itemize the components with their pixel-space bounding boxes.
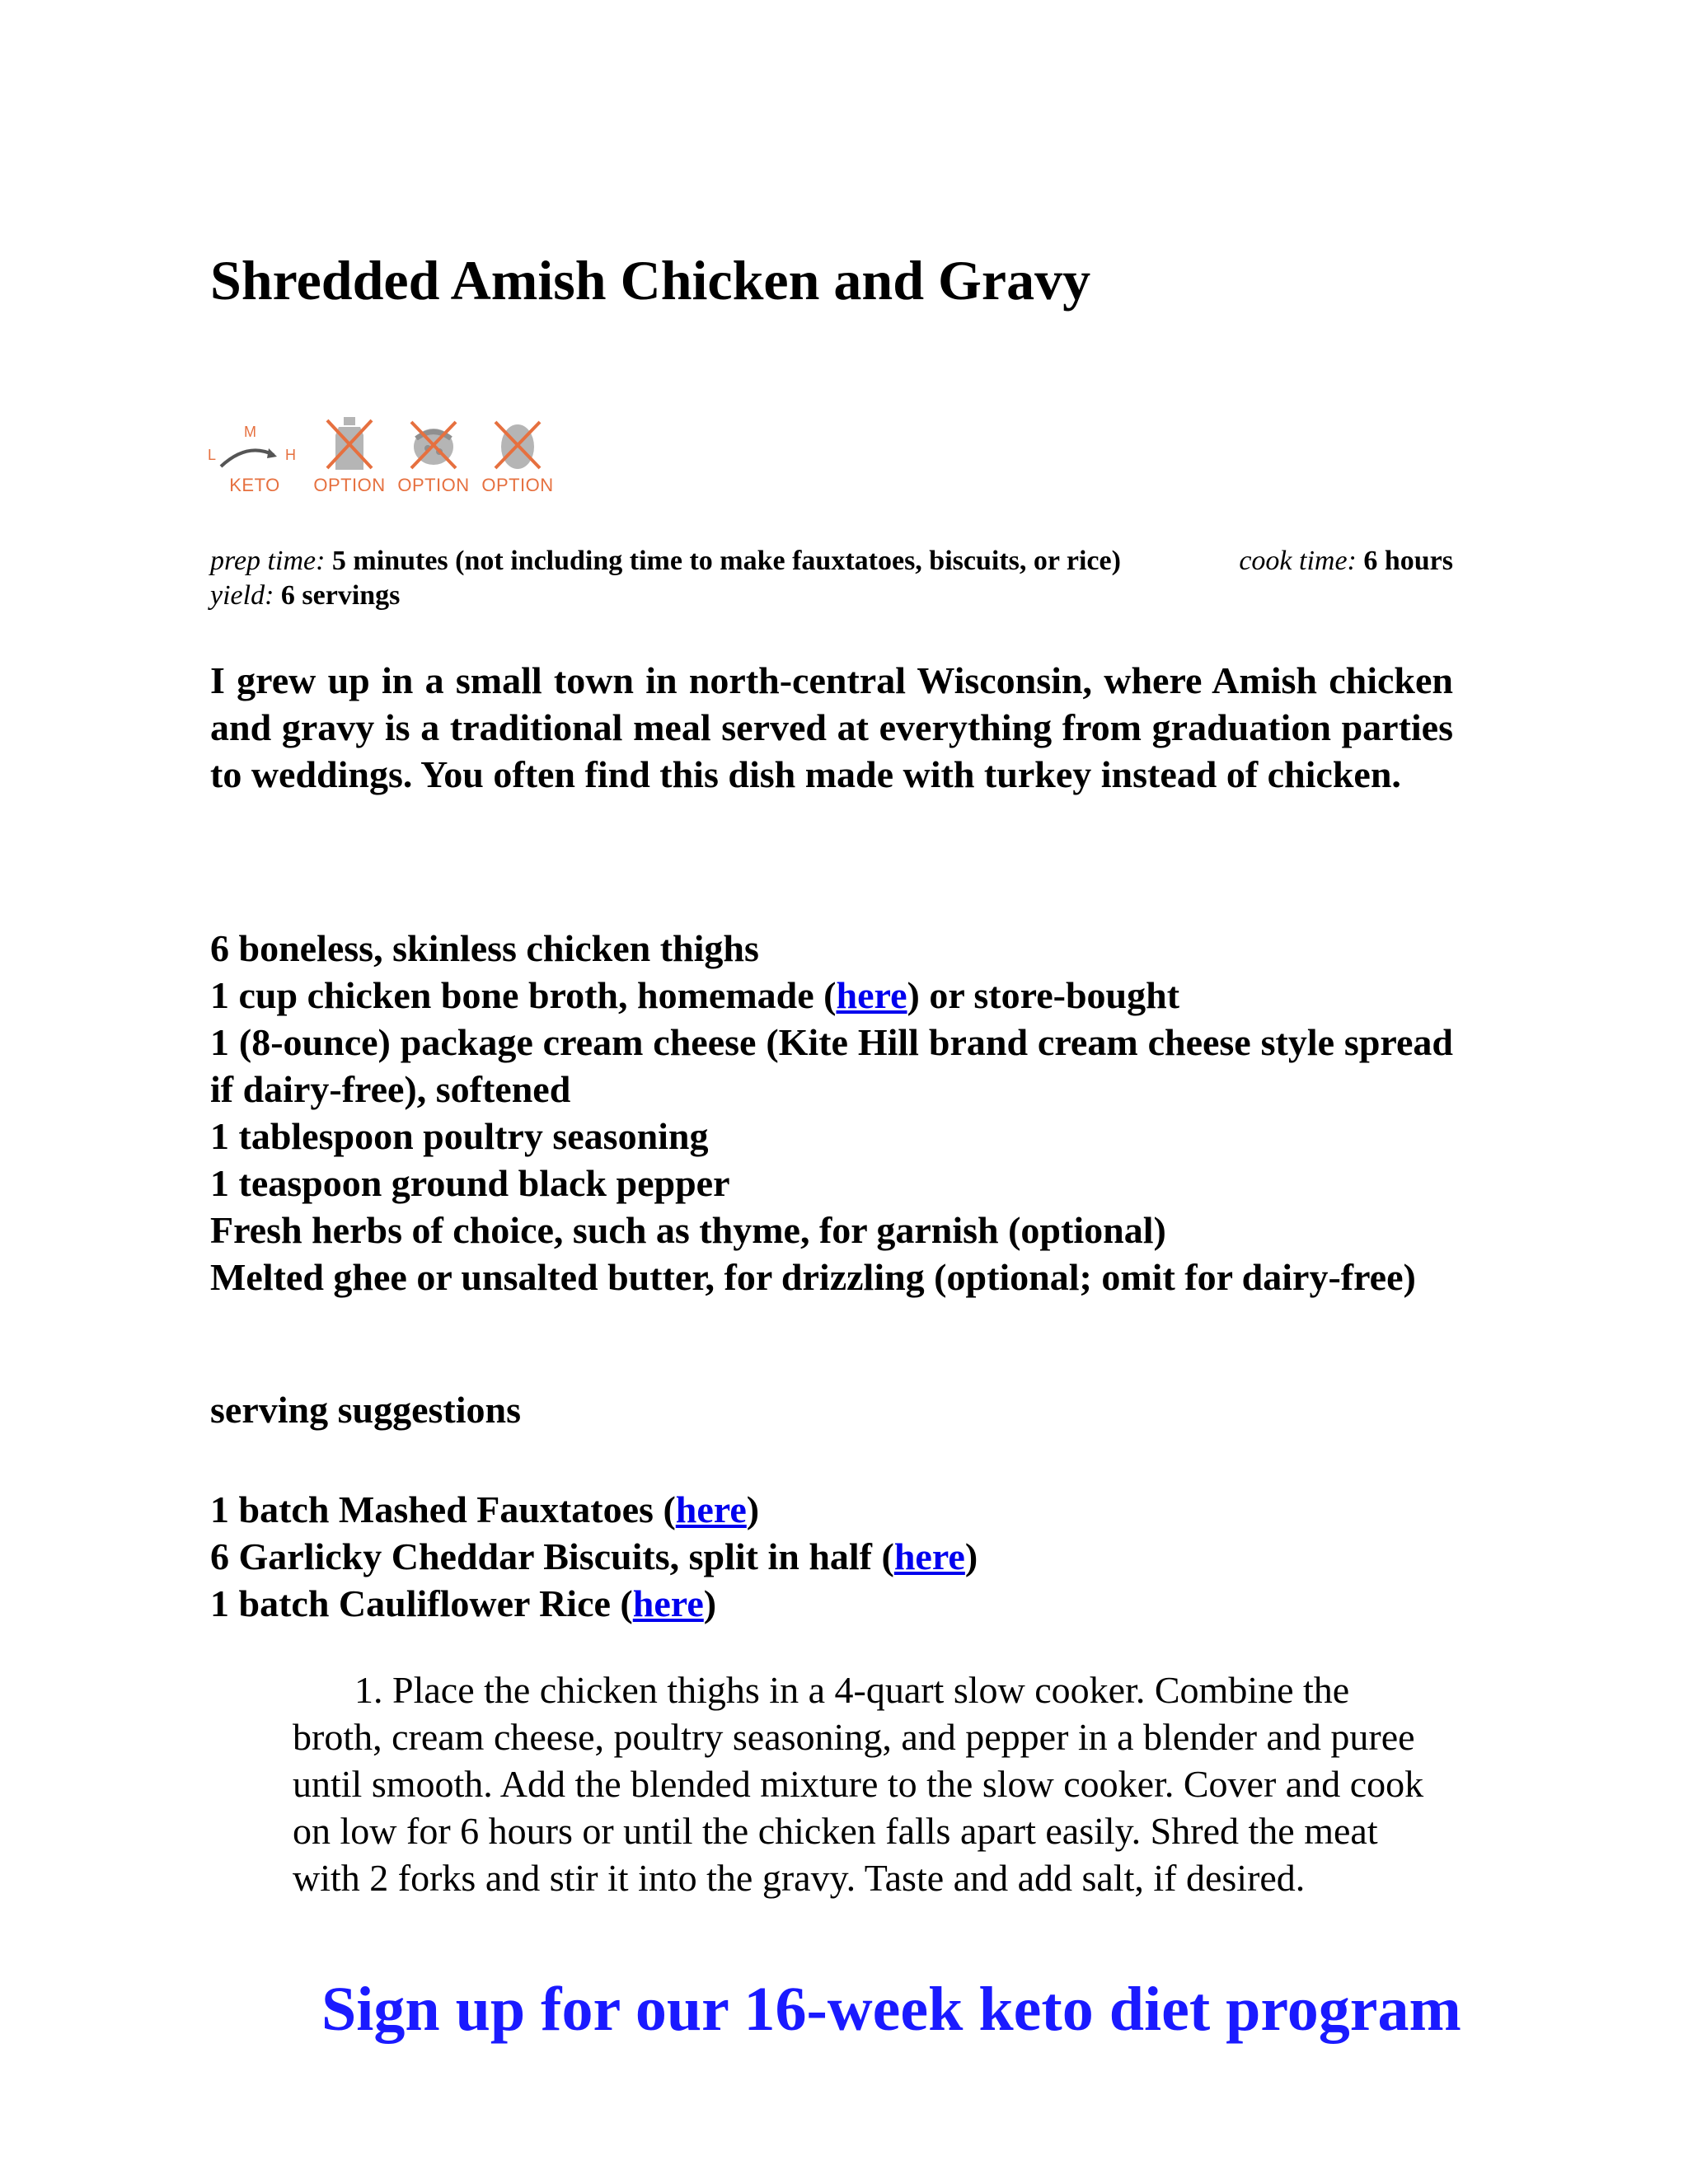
eggs-option-badge [480, 414, 556, 496]
recipe-meta [210, 544, 1453, 613]
yield [210, 579, 400, 613]
cook-time [1239, 544, 1453, 579]
ingredient-item: Melted ghee or unsalted butter, for drizzling (optional; omit for dairy-free) [210, 1256, 1416, 1298]
serving-suggestions-heading: serving suggestions [210, 1389, 521, 1431]
nuts-option-badge [396, 414, 471, 496]
yield-value: 6 servings [280, 580, 401, 611]
prep-time-label: prep time: [210, 546, 326, 576]
dairy-option-label: OPTION [313, 475, 386, 495]
cauliflower-rice-recipe-link[interactable]: here [632, 1582, 704, 1624]
nuts-option-label: OPTION [397, 475, 470, 495]
ingredient-item: 1 teaspoon ground black pepper [210, 1162, 730, 1204]
prep-time [210, 544, 1121, 579]
ingredient-item: 1 tablespoon poultry seasoning [210, 1115, 709, 1157]
fauxtatoes-recipe-link[interactable]: here [675, 1488, 747, 1530]
biscuits-recipe-link[interactable]: here [893, 1535, 965, 1577]
dairy-option-badge [312, 414, 387, 496]
recipe-title: Shredded Amish Chicken and Gravy [210, 249, 1091, 312]
eggs-option-label: OPTION [481, 475, 554, 495]
serving-item: 1 batch Cauliflower Rice (here) [210, 1582, 717, 1624]
cook-time-label: cook time: [1239, 546, 1357, 576]
diet-icons [206, 414, 556, 496]
no-nuts-icon [405, 414, 462, 473]
serving-suggestions-list [210, 1486, 1453, 1627]
recipe-intro: I grew up in a small town in north-central Wisconsin, where Amish chicken and gravy is a traditional meal served at everything from graduation parties to weddings. You often find this dish made with turkey instead of chicken. [210, 659, 1453, 795]
keto-meter-icon [206, 422, 303, 473]
keto-label: KETO [229, 475, 280, 495]
meta-row-yield [210, 579, 1453, 613]
svg-text:L: L [208, 447, 217, 463]
ingredient-item: 1 cup chicken bone broth, homemade (here) or store-bought [210, 974, 1180, 1016]
keto-badge [206, 422, 303, 496]
no-dairy-icon [321, 414, 378, 473]
instruction-step-1 [293, 1666, 1447, 1901]
yield-label: yield: [210, 580, 274, 611]
keto-program-signup-link[interactable]: Sign up for our 16-week keto diet program [321, 1975, 1461, 2044]
svg-text:H: H [285, 447, 296, 463]
ingredient-item: Fresh herbs of choice, such as thyme, for garnish (optional) [210, 1209, 1166, 1251]
broth-recipe-link[interactable]: here [836, 974, 907, 1016]
no-eggs-icon [489, 414, 546, 473]
step-1-text: 1. Place the chicken thighs in a 4-quart slow cooker. Combine the broth, cream cheese, poultry seasoning, and pepper in a blender and puree until smooth. Add the blended mixture to the slow cooker. Cover and cook on low for 6 hours or until the chicken falls apart easily. Shred the meat with 2 forks and stir it into the gravy. Taste and add salt, if desired. [293, 1669, 1424, 1899]
prep-time-value: 5 minutes (not including time to make fauxtatoes, biscuits, or rice) [331, 546, 1121, 576]
ingredients-list [210, 925, 1453, 1301]
serving-item: 6 Garlicky Cheddar Biscuits, split in half (here) [210, 1535, 978, 1577]
serving-item: 1 batch Mashed Fauxtatoes (here) [210, 1488, 760, 1530]
ingredient-item: 1 (8-ounce) package cream cheese (Kite Hill brand cream cheese style spread if dairy-free), softened [210, 1021, 1453, 1110]
meta-row-times [210, 544, 1453, 579]
svg-text:M: M [244, 424, 256, 440]
ingredient-item: 6 boneless, skinless chicken thighs [210, 927, 759, 969]
cook-time-value: 6 hours [1363, 546, 1453, 576]
